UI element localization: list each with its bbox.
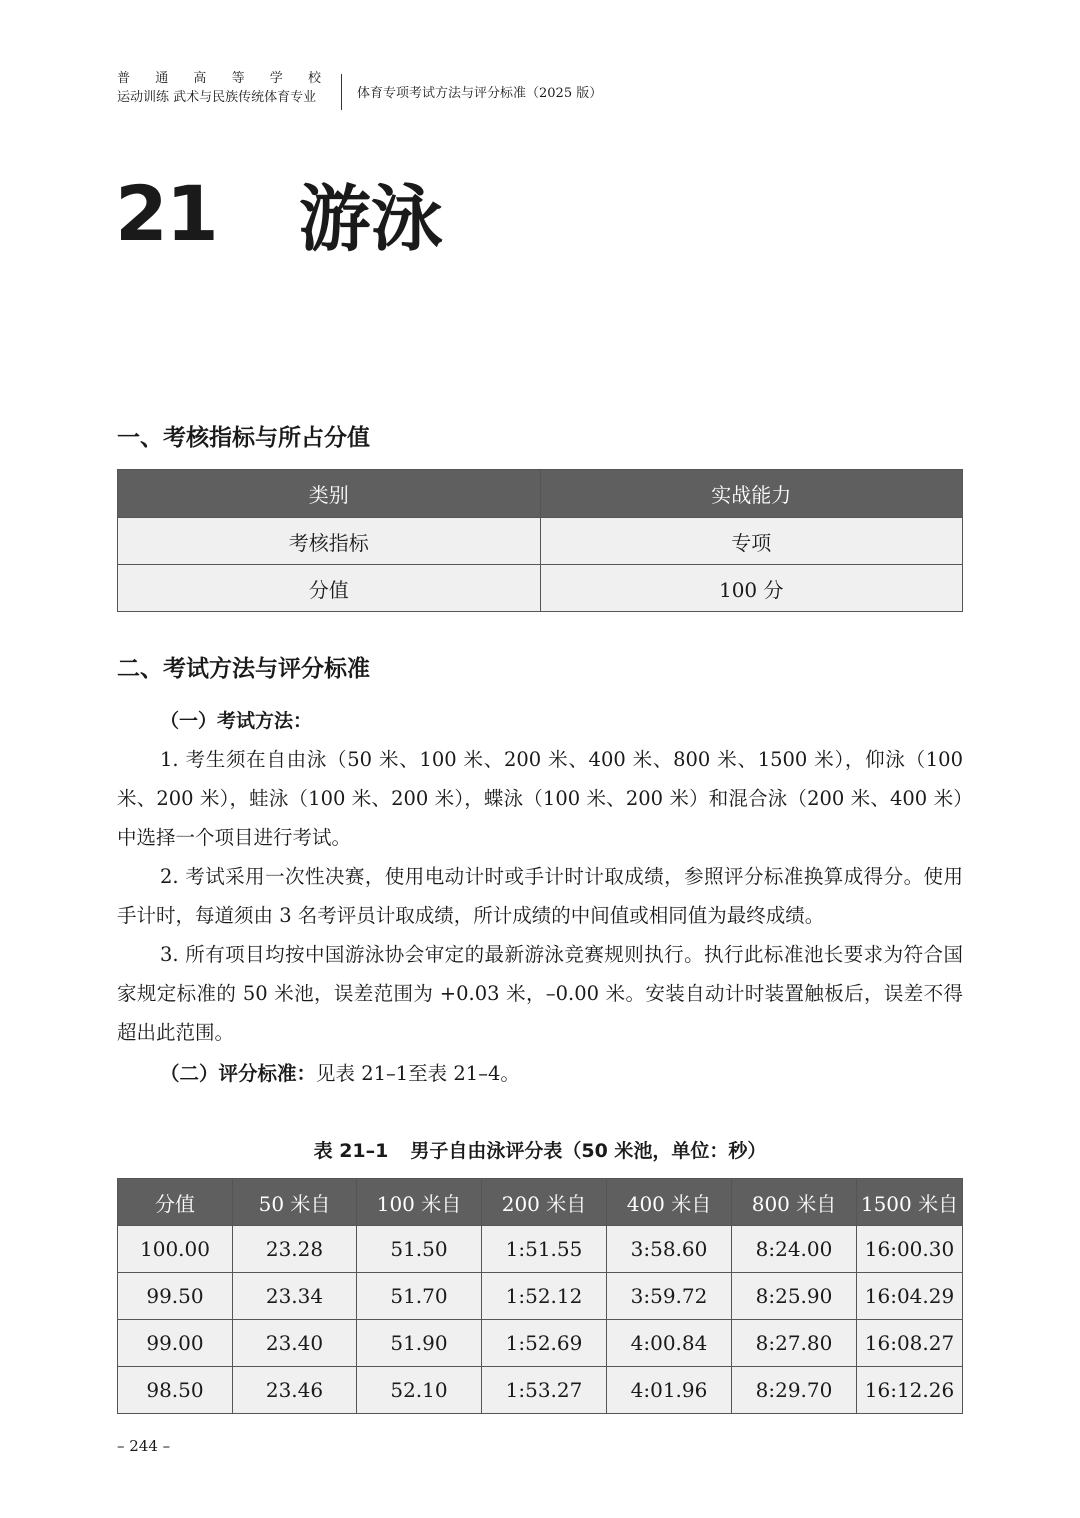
- table-cell: 1:52.12: [482, 1273, 607, 1320]
- table-cell: 16:00.30: [857, 1226, 963, 1273]
- table-caption-title: 男子自由泳评分表（50 米池，单位：秒）: [410, 1140, 767, 1162]
- table-cell: 98.50: [118, 1367, 233, 1414]
- table-cell: 51.90: [357, 1320, 482, 1367]
- table-caption: [0, 1136, 1080, 1163]
- table-header-cell: 100 米自: [357, 1179, 482, 1226]
- table-cell: 99.50: [118, 1273, 233, 1320]
- chapter-number: 21: [115, 168, 217, 258]
- table-cell: 8:25.90: [732, 1273, 857, 1320]
- table-cell: 8:27.80: [732, 1320, 857, 1367]
- paragraph-2: 2. 考试采用一次性决赛，使用电动计时或手计时计取成绩，参照评分标准换算成得分。使用手计时，每道须由 3 名考评员计取成绩，所计成绩的中间值或相同值为最终成绩。: [117, 865, 963, 927]
- table-cell: 4:00.84: [607, 1320, 732, 1367]
- table-cell: 1:52.69: [482, 1320, 607, 1367]
- section-2-heading: 二、考试方法与评分标准: [117, 655, 370, 682]
- table-header-cell: 类别: [118, 470, 541, 518]
- table-header-cell: 200 米自: [482, 1179, 607, 1226]
- table-header-row: [118, 470, 963, 518]
- table-row: [118, 518, 963, 565]
- paragraph-3: 3. 所有项目均按中国游泳协会审定的最新游泳竞赛规则执行。执行此标准池长要求为符合国家规定标准的 50 米池，误差范围为 +0.03 米，–0.00 米。安装自动计时装置触板后，误差不得超出此范围。: [117, 943, 963, 1044]
- paragraph-1: 1. 考生须在自由泳（50 米、100 米、200 米、400 米、800 米、1500 米），仰泳（100 米、200 米），蛙泳（100 米、200 米），蝶泳（100 米、200 米）和混合泳（200 米、400 米）中选择一个项目进行考试。: [117, 748, 963, 849]
- table-row: [118, 1226, 963, 1273]
- table-row: [118, 565, 963, 612]
- school-type: 普 通 高 等 学 校: [117, 71, 321, 86]
- table-cell: 23.46: [233, 1367, 357, 1414]
- table-cell: 100.00: [118, 1226, 233, 1273]
- table-header-cell: 400 米自: [607, 1179, 732, 1226]
- table-cell: 100 分: [540, 565, 963, 612]
- scoring-standard-label: （二）评分标准：: [160, 1062, 317, 1085]
- header-divider: [341, 74, 342, 110]
- table-cell: 分值: [118, 565, 541, 612]
- table-cell: 3:58.60: [607, 1226, 732, 1273]
- freestyle-scoring-table: [117, 1178, 963, 1414]
- table-cell: 3:59.72: [607, 1273, 732, 1320]
- table-header-cell: 1500 米自: [857, 1179, 963, 1226]
- exam-method-subheading: （一）考试方法：: [160, 710, 313, 732]
- table-header-cell: 实战能力: [540, 470, 963, 518]
- table-cell: 考核指标: [118, 518, 541, 565]
- table-cell: 51.70: [357, 1273, 482, 1320]
- table-cell: 8:29.70: [732, 1367, 857, 1414]
- table-cell: 4:01.96: [607, 1367, 732, 1414]
- table-cell: 1:53.27: [482, 1367, 607, 1414]
- table-caption-number: 表 21–1: [313, 1140, 389, 1162]
- table-cell: 专项: [540, 518, 963, 565]
- table-header-cell: 分值: [118, 1179, 233, 1226]
- table-cell: 16:12.26: [857, 1367, 963, 1414]
- major-name: 运动训练 武术与民族传统体育专业: [117, 90, 317, 105]
- table-cell: 23.28: [233, 1226, 357, 1273]
- chapter-title: 游泳: [298, 177, 443, 261]
- book-title: 体育专项考试方法与评分标准（2025 版）: [357, 86, 603, 101]
- scoring-standard-note: [160, 1058, 520, 1086]
- chapter-heading: [115, 168, 443, 261]
- table-row: [118, 1367, 963, 1414]
- scoring-weight-table: [117, 469, 963, 612]
- table-row: [118, 1273, 963, 1320]
- section-1-heading: 一、考核指标与所占分值: [117, 424, 370, 451]
- header-left: [117, 70, 323, 108]
- table-cell: 16:04.29: [857, 1273, 963, 1320]
- table-cell: 99.00: [118, 1320, 233, 1367]
- table-header-cell: 800 米自: [732, 1179, 857, 1226]
- scoring-standard-text: 见表 21–1至表 21–4。: [316, 1062, 520, 1085]
- table-cell: 23.40: [233, 1320, 357, 1367]
- page-number: – 244 –: [117, 1437, 171, 1455]
- table-row: [118, 1320, 963, 1367]
- table-header-cell: 50 米自: [233, 1179, 357, 1226]
- table-cell: 23.34: [233, 1273, 357, 1320]
- table-cell: 8:24.00: [732, 1226, 857, 1273]
- table-cell: 51.50: [357, 1226, 482, 1273]
- table-cell: 1:51.55: [482, 1226, 607, 1273]
- table-cell: 52.10: [357, 1367, 482, 1414]
- table-cell: 16:08.27: [857, 1320, 963, 1367]
- table-header-row: [118, 1179, 963, 1226]
